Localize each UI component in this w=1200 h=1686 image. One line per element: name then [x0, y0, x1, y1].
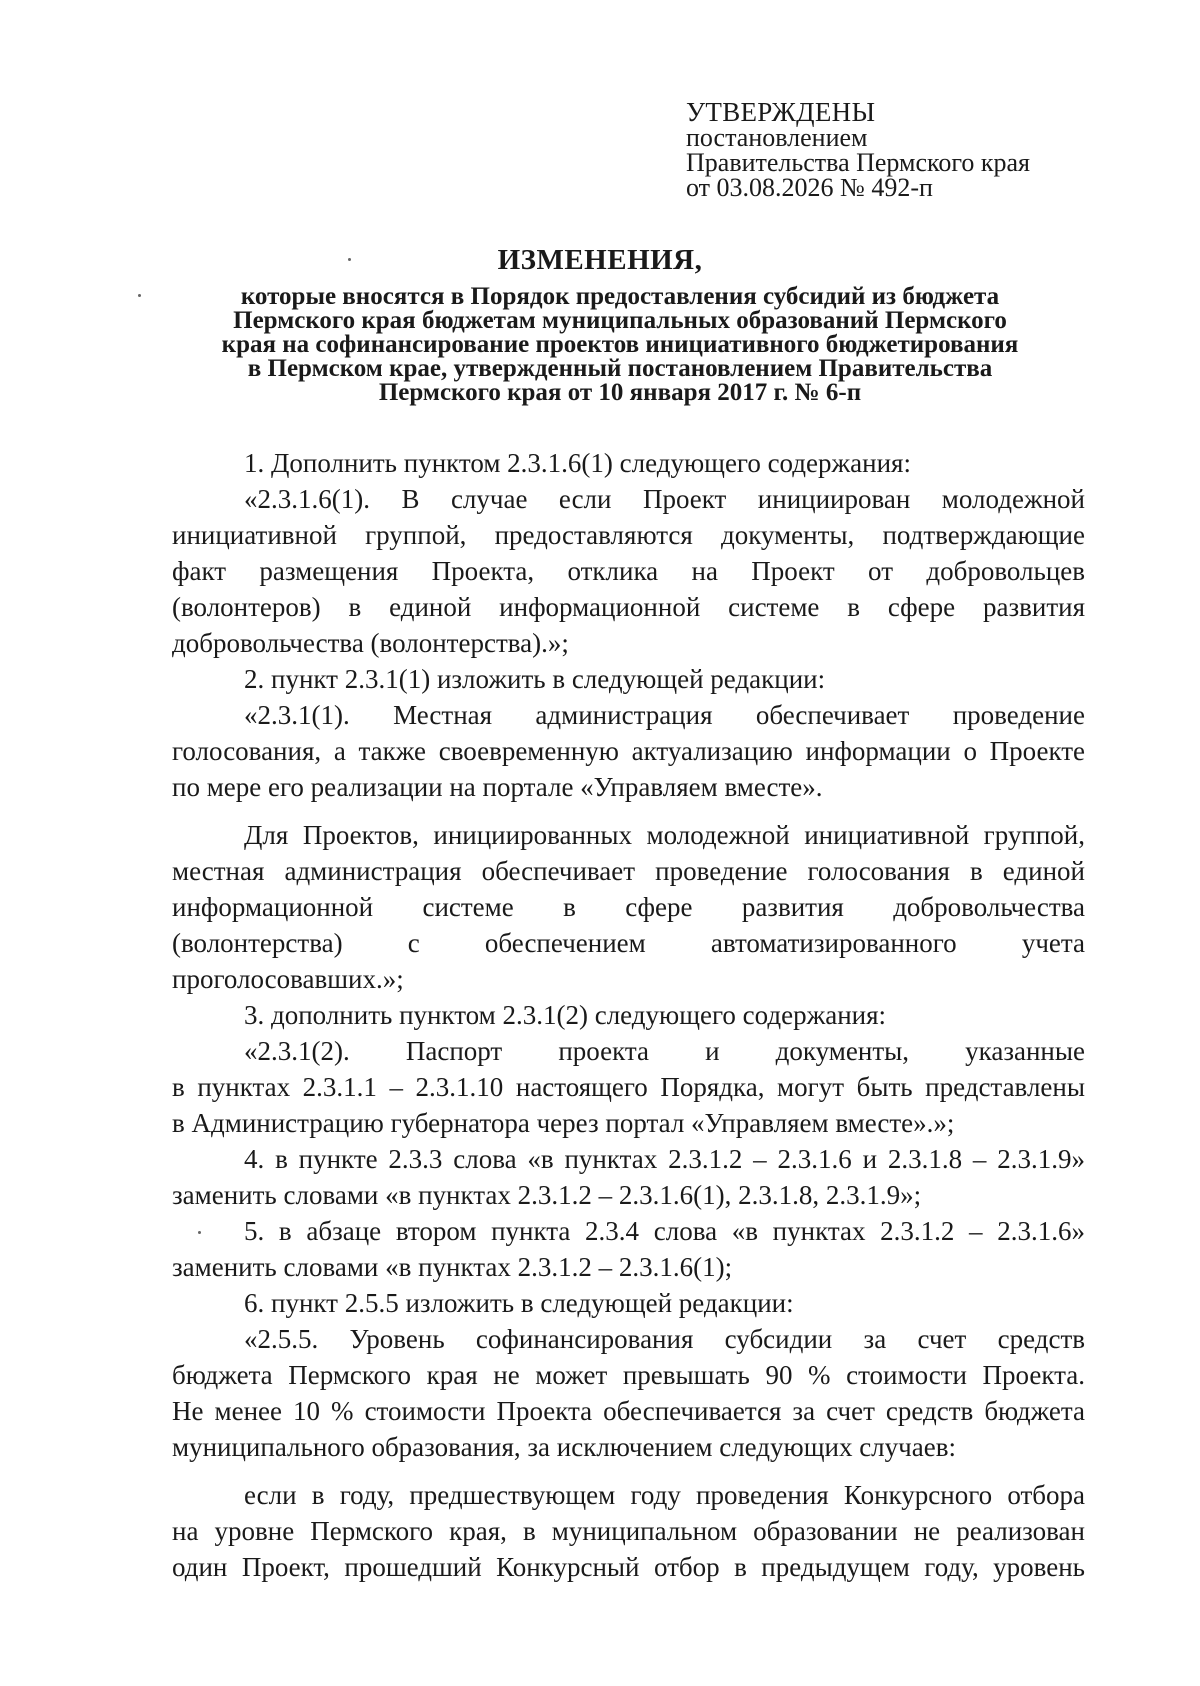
item-6-heading: 6. пункт 2.5.5 изложить в следующей редакции:	[244, 1288, 794, 1318]
body-line: заменить словами «в пунктах 2.3.1.2 – 2.3.1.6(1);	[172, 1252, 733, 1282]
body-line: по мере его реализации на портале «Управляем вместе».	[172, 772, 823, 802]
document-body	[172, 445, 1085, 1585]
body-line: если в году, предшествующем году проведения Конкурсного отбора	[244, 1480, 1085, 1510]
subtitle-line: Пермского края бюджетам муниципальных образований Пермского	[233, 307, 1007, 334]
item-5-heading: 5. в абзаце втором пункта 2.3.4 слова «в пунктах 2.3.1.2 – 2.3.1.6»	[244, 1216, 1085, 1246]
document-title: ИЗМЕНЕНИЯ,	[497, 244, 703, 276]
body-line: «2.3.1.6(1). В случае если Проект инициирован молодежной	[244, 484, 1085, 514]
body-line: один Проект, прошедший Конкурсный отбор в предыдущем году, уровень	[172, 1552, 1085, 1582]
approval-date-number: от 03.08.2026 № 492-п	[686, 173, 933, 202]
body-line: Не менее 10 % стоимости Проекта обеспечивается за счет средств бюджета	[172, 1396, 1085, 1426]
subtitle-line: которые вносятся в Порядок предоставления субсидий из бюджета	[240, 283, 1000, 310]
body-line: «2.3.1(1). Местная администрация обеспечивает проведение	[244, 700, 1085, 730]
item-4-heading: 4. в пункте 2.3.3 слова «в пунктах 2.3.1.2 – 2.3.1.6 и 2.3.1.8 – 2.3.1.9»	[244, 1144, 1085, 1174]
body-line: Для Проектов, инициированных молодежной инициативной группой,	[244, 820, 1085, 850]
body-line: инициативной группой, предоставляются документы, подтверждающие	[172, 520, 1085, 550]
body-line: информационной системе в сфере развития добровольчества	[172, 892, 1085, 922]
approval-line: постановлением	[686, 123, 868, 152]
scan-speck	[198, 1231, 201, 1234]
body-line: «2.3.1(2). Паспорт проекта и документы, указанные	[244, 1036, 1085, 1066]
body-line: на уровне Пермского края, в муниципальном образовании не реализован	[172, 1516, 1085, 1546]
body-line: «2.5.5. Уровень софинансирования субсидии за счет средств	[244, 1324, 1085, 1354]
body-line: в Администрацию губернатора через портал «Управляем вместе».»;	[172, 1108, 955, 1138]
body-line: (волонтерства) с обеспечением автоматизированного учета	[172, 928, 1085, 958]
item-2-heading: 2. пункт 2.3.1(1) изложить в следующей редакции:	[244, 664, 826, 694]
scan-speck	[138, 294, 141, 297]
body-line: местная администрация обеспечивает проведение голосования в единой	[172, 856, 1085, 886]
body-line: бюджета Пермского края не может превышать 90 % стоимости Проекта.	[172, 1360, 1085, 1390]
subtitle-line: в Пермском крае, утвержденный постановлением Правительства	[247, 355, 993, 382]
document-subtitle	[160, 285, 1080, 405]
approval-line: Правительства Пермского края	[686, 148, 1030, 177]
item-1-heading: 1. Дополнить пунктом 2.3.1.6(1) следующего содержания:	[244, 448, 911, 478]
body-line: в пунктах 2.3.1.1 – 2.3.1.10 настоящего Порядка, могут быть представлены	[172, 1072, 1085, 1102]
body-line: (волонтеров) в единой информационной системе в сфере развития	[172, 592, 1085, 622]
approval-heading: УТВЕРЖДЕНЫ	[686, 97, 876, 127]
body-line: голосования, а также своевременную актуализацию информации о Проекте	[172, 736, 1085, 766]
body-line: добровольчества (волонтерства).»;	[172, 628, 569, 658]
body-line: заменить словами «в пунктах 2.3.1.2 – 2.3.1.6(1), 2.3.1.8, 2.3.1.9»;	[172, 1180, 922, 1210]
item-3-heading: 3. дополнить пунктом 2.3.1(2) следующего содержания:	[244, 1000, 887, 1030]
scan-speck	[348, 258, 351, 261]
body-line: муниципального образования, за исключением следующих случаев:	[172, 1432, 956, 1462]
subtitle-line: края на софинансирование проектов инициативного бюджетирования	[221, 331, 1019, 358]
approval-stamp	[686, 97, 1146, 202]
body-line: проголосовавших.»;	[172, 964, 404, 994]
subtitle-line: Пермского края от 10 января 2017 г. № 6-п	[378, 379, 862, 406]
body-line: факт размещения Проекта, отклика на Проект от добровольцев	[172, 556, 1085, 586]
